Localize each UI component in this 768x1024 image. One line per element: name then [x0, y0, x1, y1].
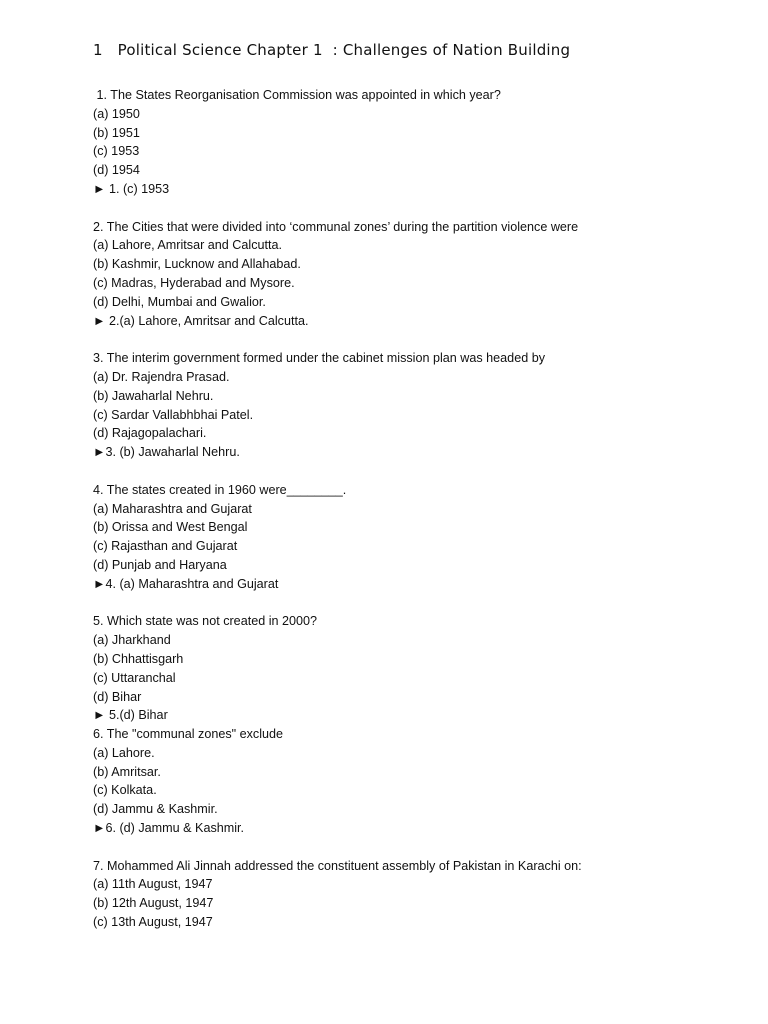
option-d: (d) 1954 — [93, 163, 140, 178]
spacer — [93, 330, 733, 349]
answer-line: ► 2.(a) Lahore, Amritsar and Calcutta. — [93, 313, 309, 328]
question-block — [93, 218, 733, 331]
option-c: (c) Rajasthan and Gujarat — [93, 539, 238, 554]
question-block — [93, 481, 733, 594]
answer-line: ► 5.(d) Bihar — [93, 708, 168, 723]
answer-line: ► 1. (c) 1953 — [93, 181, 170, 196]
question-block — [93, 612, 733, 725]
option-a: (a) Jharkhand — [93, 633, 171, 648]
option-b: (b) 12th August, 1947 — [93, 896, 214, 911]
spacer — [93, 462, 733, 481]
option-d: (d) Delhi, Mumbai and Gwalior. — [93, 294, 266, 309]
option-c: (c) Kolkata. — [93, 783, 157, 798]
option-b: (b) Jawaharlal Nehru. — [93, 388, 214, 403]
option-a: (a) Dr. Rajendra Prasad. — [93, 369, 230, 384]
option-b: (b) 1951 — [93, 125, 140, 140]
answer-line: ►4. (a) Maharashtra and Gujarat — [93, 576, 279, 591]
option-c: (c) 1953 — [93, 144, 140, 159]
document-title: 1 Political Science Chapter 1 : Challenges of Nation Building — [93, 41, 571, 59]
spacer — [93, 199, 733, 218]
option-b: (b) Chhattisgarh — [93, 651, 184, 666]
question-block — [93, 349, 733, 462]
option-d: (d) Jammu & Kashmir. — [93, 802, 218, 817]
option-b: (b) Amritsar. — [93, 764, 161, 779]
option-a: (a) Lahore. — [93, 745, 155, 760]
answer-line: ►3. (b) Jawaharlal Nehru. — [93, 445, 240, 460]
question-text: 2. The Cities that were divided into ‘communal zones’ during the partition violence were — [93, 219, 579, 234]
spacer — [93, 594, 733, 613]
spacer — [93, 838, 733, 857]
option-a: (a) Lahore, Amritsar and Calcutta. — [93, 238, 282, 253]
question-text: 7. Mohammed Ali Jinnah addressed the constituent assembly of Pakistan in Karachi on: — [93, 858, 582, 873]
question-block — [93, 725, 733, 838]
answer-line: ►6. (d) Jammu & Kashmir. — [93, 821, 245, 836]
question-text: 6. The "communal zones" exclude — [93, 727, 284, 742]
question-block — [93, 857, 733, 932]
question-text: 3. The interim government formed under the cabinet mission plan was headed by — [93, 351, 545, 366]
option-a: (a) 11th August, 1947 — [93, 877, 213, 892]
question-list — [93, 86, 733, 932]
option-d: (d) Punjab and Haryana — [93, 557, 227, 572]
question-text: 1. The States Reorganisation Commission was appointed in which year? — [93, 88, 501, 102]
option-b: (b) Orissa and West Bengal — [93, 520, 248, 535]
question-text: 5. Which state was not created in 2000? — [93, 614, 318, 629]
question-text: 4. The states created in 1960 were________. — [93, 482, 347, 497]
option-c: (c) 13th August, 1947 — [93, 915, 213, 930]
option-a: (a) Maharashtra and Gujarat — [93, 501, 252, 516]
option-b: (b) Kashmir, Lucknow and Allahabad. — [93, 257, 301, 272]
question-block — [93, 86, 733, 199]
option-d: (d) Rajagopalachari. — [93, 426, 207, 441]
option-a: (a) 1950 — [93, 106, 140, 121]
option-c: (c) Uttaranchal — [93, 670, 176, 685]
option-c: (c) Madras, Hyderabad and Mysore. — [93, 275, 295, 290]
option-d: (d) Bihar — [93, 689, 142, 704]
option-c: (c) Sardar Vallabhbhai Patel. — [93, 407, 254, 422]
